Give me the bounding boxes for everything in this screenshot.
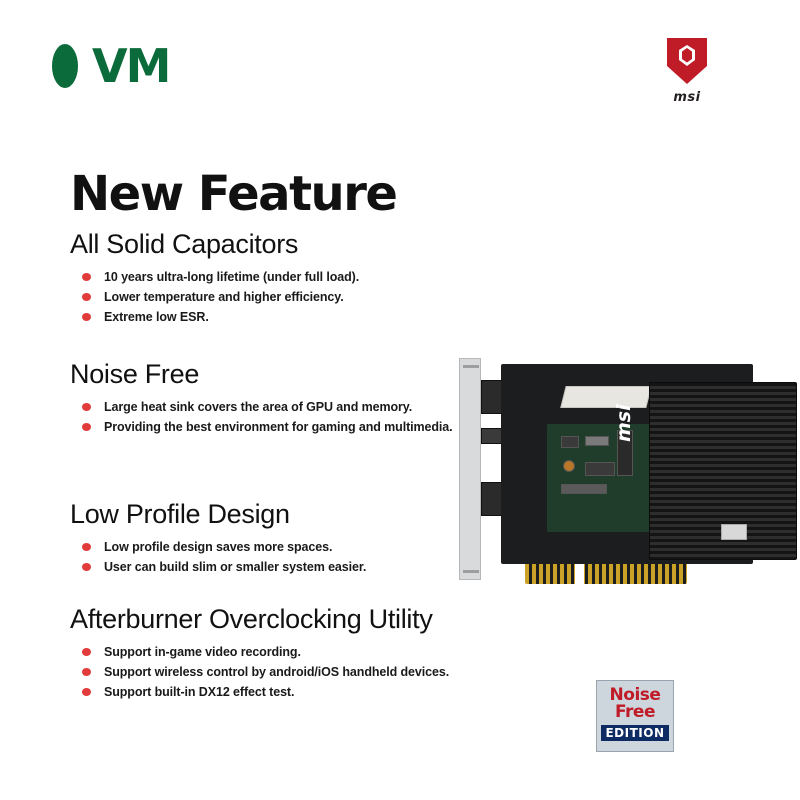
bullet-dot-icon <box>82 648 91 656</box>
list-item <box>82 663 540 681</box>
component-chip <box>585 462 615 476</box>
oval-mark-icon <box>52 44 78 88</box>
pcie-gold-fingers <box>525 564 687 584</box>
msi-logo <box>656 36 718 105</box>
list-item-text: Providing the best environment for gaming and multimedia. <box>104 419 453 434</box>
bullet-list <box>70 643 540 701</box>
header <box>0 0 800 120</box>
bullet-dot-icon <box>82 543 91 551</box>
list-item-text: Large heat sink covers the area of GPU and memory. <box>104 399 413 414</box>
list-item-text: User can build slim or smaller system easier. <box>104 559 367 574</box>
list-item-text: Extreme low ESR. <box>104 309 209 324</box>
pcb-msi-brand-text: msi <box>613 404 635 442</box>
section-heading: Low Profile Design <box>70 499 290 529</box>
bullet-list <box>70 398 490 436</box>
list-item <box>82 418 490 436</box>
section-heading: All Solid Capacitors <box>70 229 299 259</box>
msi-dragon-shield-icon <box>665 36 709 86</box>
graphics-card-pcb <box>501 364 753 564</box>
bullet-dot-icon <box>82 403 91 411</box>
noise-free-edition-badge <box>596 680 674 752</box>
msi-brand-text: msi <box>673 90 701 105</box>
list-item <box>82 643 540 661</box>
product-sticker <box>721 524 747 540</box>
list-item <box>82 308 490 326</box>
component-chip <box>585 436 609 446</box>
section-heading: Afterburner Overclocking Utility <box>70 604 433 634</box>
list-item-text: Lower temperature and higher efficiency. <box>104 289 344 304</box>
bullet-list <box>70 268 490 326</box>
list-item-text: Support wireless control by android/iOS handheld devices. <box>104 664 450 679</box>
badge-edition-label: EDITION <box>601 725 669 741</box>
section-afterburner-overclocking-utility <box>70 605 540 703</box>
section-all-solid-capacitors <box>70 230 490 328</box>
msi-graphics-card-photo <box>455 350 765 590</box>
list-item <box>82 538 490 556</box>
capacitor-icon <box>563 460 575 472</box>
bullet-dot-icon <box>82 423 91 431</box>
bullet-dot-icon <box>82 668 91 676</box>
section-low-profile-design <box>70 500 490 578</box>
list-item <box>82 683 540 701</box>
section-noise-free <box>70 360 490 438</box>
list-item <box>82 398 490 416</box>
page-title: New Feature <box>70 166 397 222</box>
list-item-text: Support in-game video recording. <box>104 644 301 659</box>
bullet-dot-icon <box>82 293 91 301</box>
bullet-dot-icon <box>82 273 91 281</box>
list-item <box>82 288 490 306</box>
badge-line-2: Free <box>615 702 655 722</box>
ribbon-cable <box>560 386 651 408</box>
list-item-text: Low profile design saves more spaces. <box>104 539 333 554</box>
list-item-text: 10 years ultra-long lifetime (under full load). <box>104 269 360 284</box>
vm-logo-text: VM <box>92 39 170 93</box>
list-item-text: Support built-in DX12 effect test. <box>104 684 295 699</box>
pcie-notch <box>575 564 584 584</box>
badge-line-1: Noise <box>609 685 661 705</box>
section-heading: Noise Free <box>70 359 200 389</box>
list-item <box>82 268 490 286</box>
component-chip <box>561 436 579 448</box>
bullet-list <box>70 538 490 576</box>
io-bracket <box>459 358 481 580</box>
component-chip <box>561 484 607 494</box>
bullet-dot-icon <box>82 688 91 696</box>
bullet-dot-icon <box>82 313 91 321</box>
list-item <box>82 558 490 576</box>
vm-logo <box>52 40 169 92</box>
bullet-dot-icon <box>82 563 91 571</box>
